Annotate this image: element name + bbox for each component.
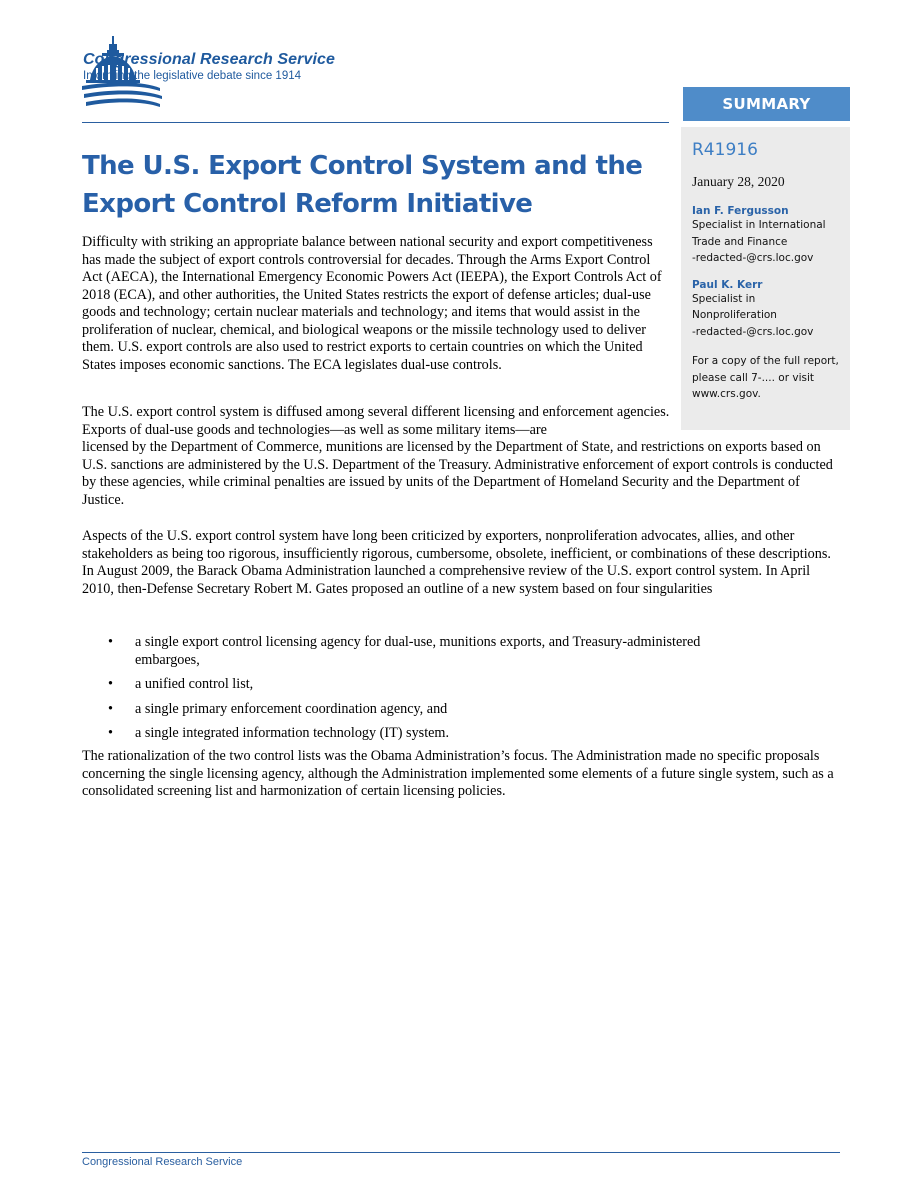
- bullet-icon: •: [108, 725, 113, 741]
- list-item-text: a single integrated information technology (IT) system.: [135, 725, 450, 741]
- author-email: -redacted-@crs.loc.gov: [692, 252, 814, 264]
- footer-divider: [82, 1152, 840, 1153]
- report-number: R41916: [692, 140, 758, 160]
- author-title: Specialist in: [692, 292, 756, 305]
- paragraph: The rationalization of the two control lists was the Obama Administration’s focus. The Administration made no specific proposals concerning the single licensing agency, although the Administration implemented some elements of a future single system, such as a consolidated screening list and harmonization of certain licensing policies.: [82, 748, 834, 799]
- author-title: Nonproliferation: [692, 309, 777, 321]
- list-item: [82, 634, 755, 669]
- list-item-text: a single primary enforcement coordination agency, and: [135, 700, 448, 717]
- report-date: January 28, 2020: [692, 174, 785, 189]
- paragraph: Aspects of the U.S. export control system have long been criticized by exporters, nonproliferation advocates, allies, and other stakeholders as being too rigorous, insufficiently rigorous, cumbersome, obsolete, inefficient, or combinations of these descriptions. In August 2009, the Barack Obama Administration launched a comprehensive review of the U.S. export control system. In April 2010, then-Defense Secretary Robert M. Gates proposed an outline of a new system based on four singularities: [82, 528, 831, 597]
- org-name: Congressional Research Service: [83, 51, 336, 68]
- header-divider: [82, 122, 669, 123]
- author-block: [692, 279, 850, 341]
- bullet-icon: •: [108, 634, 113, 650]
- list-item: [82, 701, 755, 719]
- summary-tab: SUMMARY: [683, 87, 850, 121]
- footer-org-name: Congressional Research Service: [82, 1156, 243, 1168]
- author-title: Specialist in International: [692, 219, 826, 231]
- author-title: Trade and Finance: [692, 235, 788, 248]
- paragraph: The U.S. export control system is diffused among several different licensing and enforcement agencies. Exports of dual-use goods and technologies—as well as some military items—are: [82, 404, 670, 438]
- bullet-icon: •: [108, 676, 113, 692]
- author-block: [692, 205, 850, 267]
- author-name: Paul K. Kerr: [692, 278, 763, 291]
- org-tagline: Informing the legislative debate since 1914: [83, 70, 302, 82]
- singularities-list: [82, 634, 842, 750]
- list-item-text: a unified control list,: [135, 676, 254, 692]
- author-email: -redacted-@crs.loc.gov: [692, 325, 814, 338]
- paragraph: Difficulty with striking an appropriate balance between national security and export competitiveness has made the subject of export controls controversial for decades. Through the Arms Export Control Act (AECA), the International Emergency Economic Powers Act (IEEPA), the Export Controls Act of 2018 (ECA), and other authorities, the United States restricts the export of defense articles; dual-use goods and technology; certain nuclear materials and technology; and items that would assist in the proliferation of nuclear, chemical, and biological weapons or the missile technology used to deliver them. U.S. export controls are also used to restrict exports to certain countries on which the United States imposes economic sanctions. The ECA legislates dual-use controls.: [82, 234, 662, 373]
- list-item-text: a single export control licensing agency for dual-use, munitions exports, and Treasury-administered embargoes,: [135, 634, 701, 668]
- paragraph-continuation: licensed by the Department of Commerce, munitions are licensed by the Department of State, and restrictions on exports based on U.S. sanctions are administered by the U.S. Department of the Treasury. Administrative enforcement of export controls is conducted by these agencies, while criminal penalties are issued by units of the Department of Homeland Security and the Department of Justice.: [82, 439, 833, 508]
- list-item: [82, 676, 755, 694]
- author-name: Ian F. Fergusson: [692, 205, 789, 217]
- summary-sidebar: [681, 127, 850, 430]
- bullet-icon: •: [108, 700, 113, 717]
- copy-note: For a copy of the full report, please call 7-.... or visit www.crs.gov.: [692, 355, 839, 400]
- page-title: The U.S. Export Control System and the Export Control Reform Initiative: [82, 151, 643, 219]
- list-item: [82, 725, 755, 743]
